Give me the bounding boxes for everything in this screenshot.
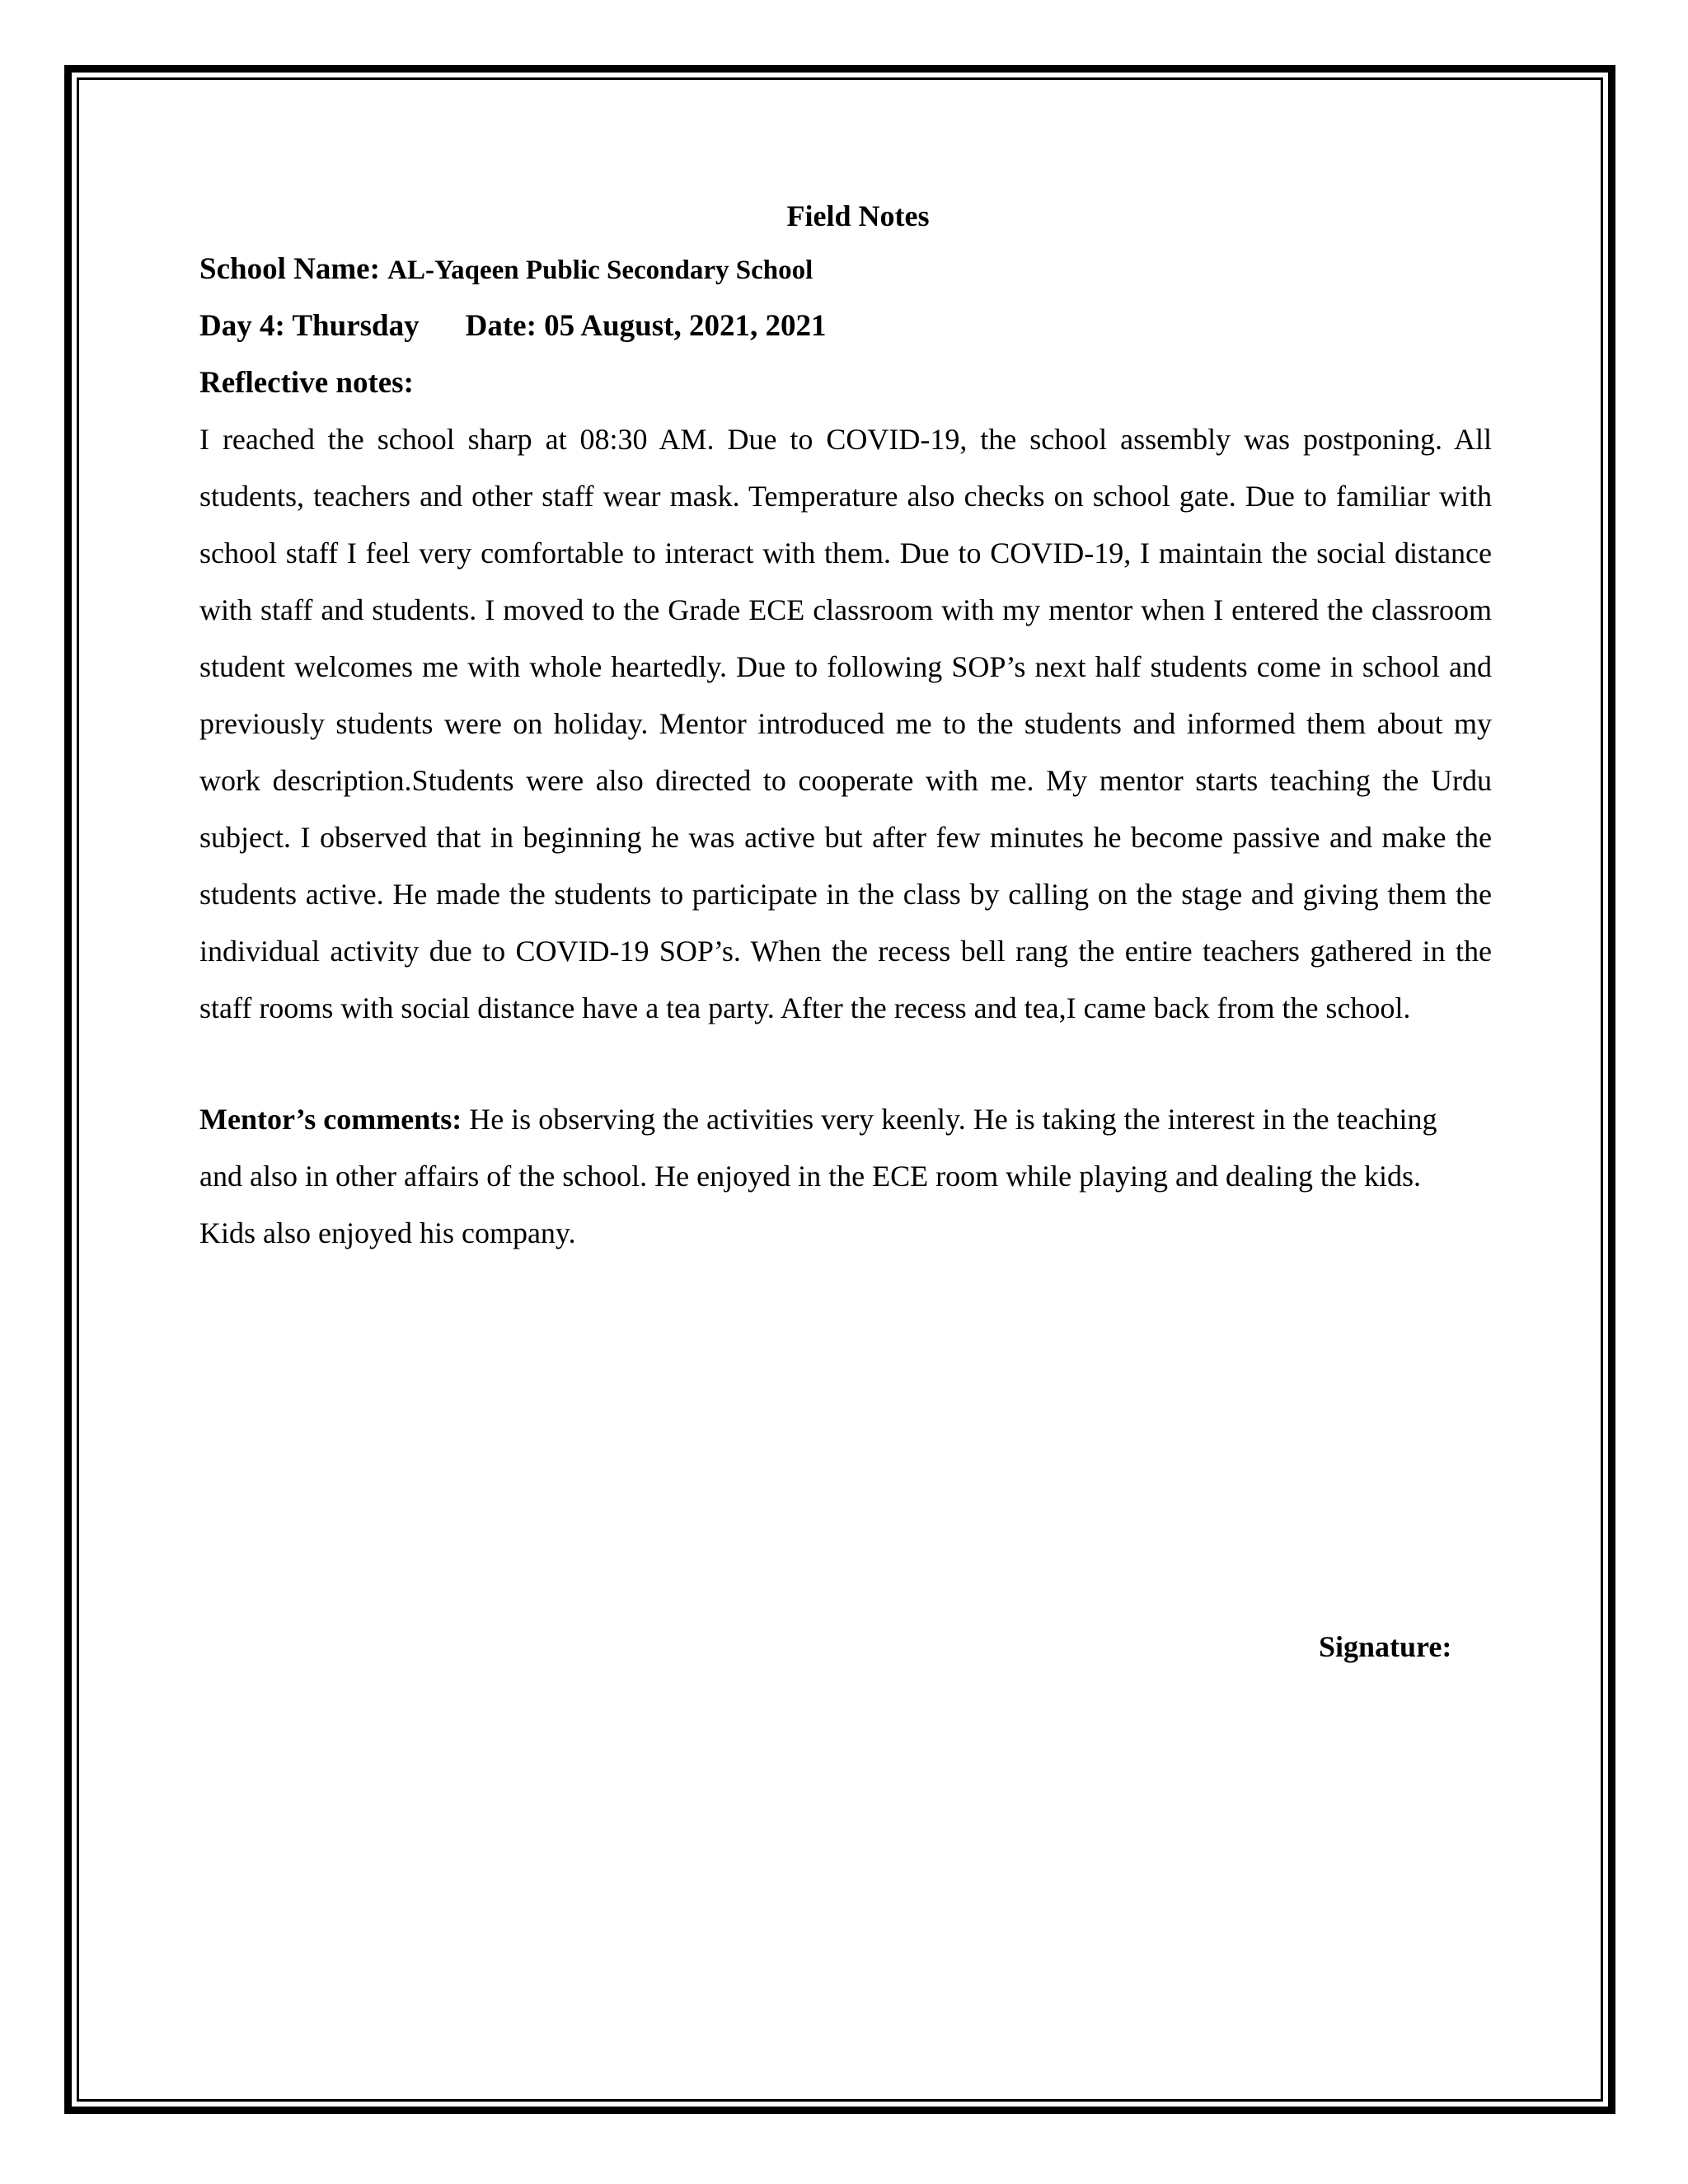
document-title: Field Notes: [786, 199, 930, 232]
school-name-label: School Name:: [199, 252, 380, 286]
mentor-comments-label: Mentor’s comments:: [199, 1103, 462, 1136]
reflective-notes-body: I reached the school sharp at 08:30 AM. Due to COVID-19, the school assembly was postponing. All students, teachers and other staff wear mask. Temperature also checks on school gate. Due to familiar with school staff I feel very comfortable to interact with them. Due to COVID-19, I maintain the social distance with staff and students. I moved to the Grade ECE classroom with my mentor when I entered the classroom student welcomes me with whole heartedly. Due to following SOP’s next half students come in school and previously students were on holiday. Mentor introduced me to the students and informed them about my work description.Students were also directed to cooperate with me. My mentor starts teaching the Urdu subject. I observed that in beginning he was active but after few minutes he become passive and make the students active. He made the students to participate in the class by calling on the stage and giving them the individual activity due to COVID-19 SOP’s. When the recess bell rang the entire teachers gathered in the staff rooms with social distance have a tea party. After the recess and tea,I came back from the school.: [199, 423, 1492, 1024]
school-name-value: AL-Yaqeen Public Secondary School: [387, 255, 814, 285]
day-text: Day 4: Thursday: [199, 309, 420, 343]
day-date-line: [199, 298, 1492, 354]
document-content: [199, 191, 1492, 1262]
school-name-line: [199, 241, 1492, 298]
date-text: Date: 05 August, 2021, 2021: [465, 309, 827, 343]
signature-label: Signature:: [1319, 1630, 1452, 1663]
mentor-comments: [199, 1091, 1473, 1262]
mentor-comments-body: He is observing the activities very keenly. He is taking the interest in the teaching and also in other affairs of the school. He enjoyed in the ECE room while playing and dealing the kids. Kids also enjoyed his company.: [199, 1103, 1437, 1249]
reflective-notes-label: Reflective notes:: [199, 366, 414, 400]
